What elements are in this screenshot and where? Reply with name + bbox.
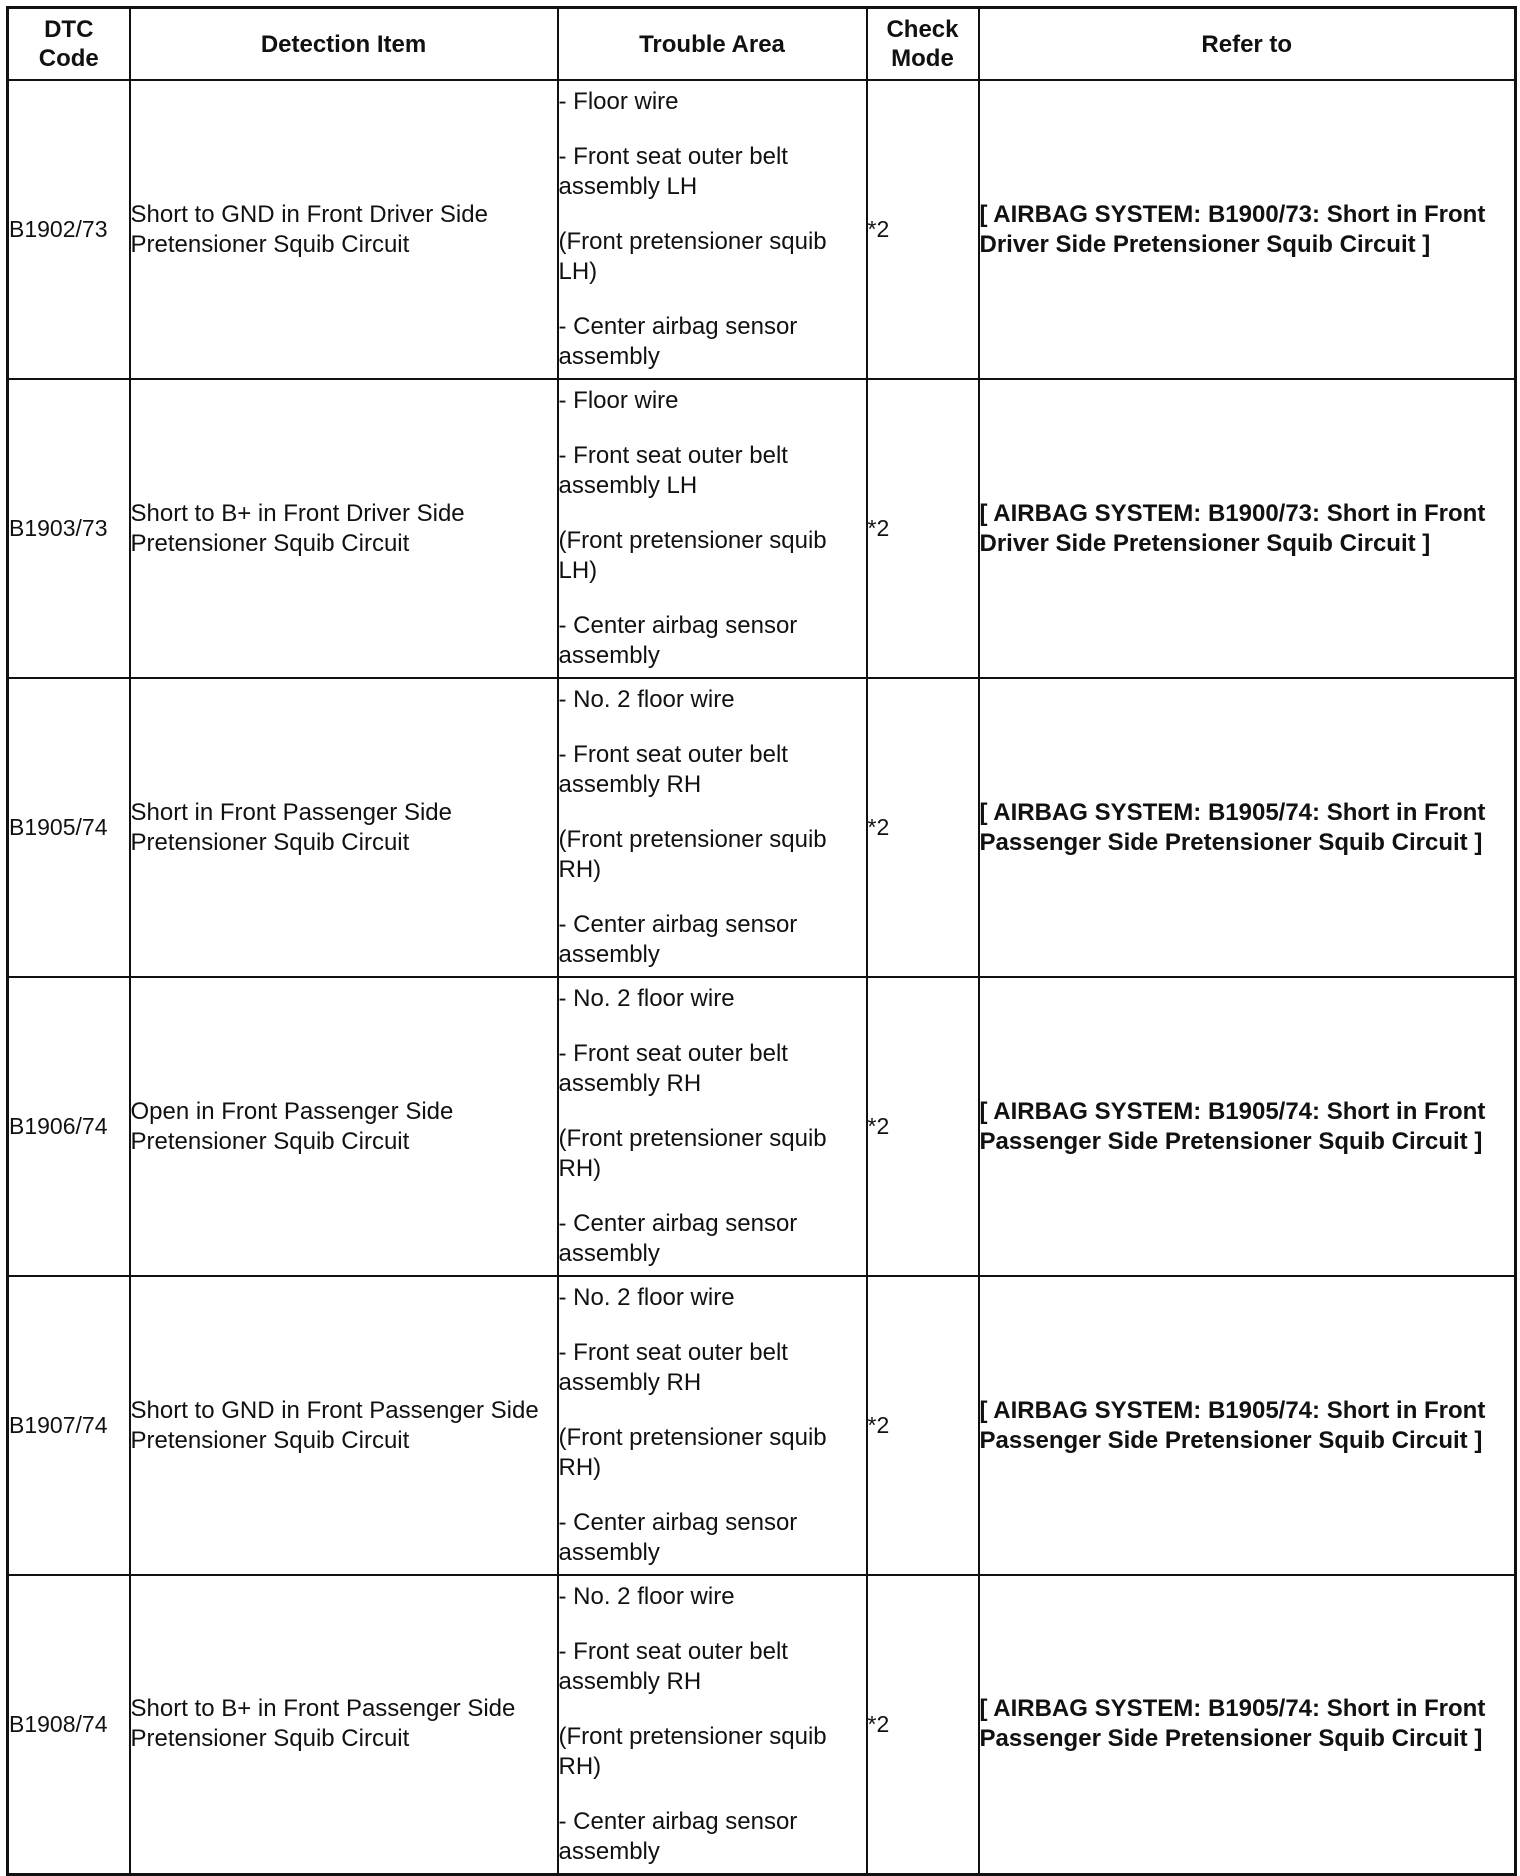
- header-refer-to: Refer to: [979, 8, 1516, 81]
- refer-to-link[interactable]: [ AIRBAG SYSTEM: B1900/73: Short in Front Driver Side Pretensioner Squib Circuit ]: [979, 379, 1516, 678]
- check-mode-cell: *2: [867, 80, 979, 379]
- trouble-area-line: - Center airbag sensor assembly: [558, 1807, 798, 1865]
- dtc-code-cell: B1903/73: [8, 379, 130, 678]
- table-row: [8, 1575, 1516, 1874]
- trouble-area-line: - No. 2 floor wire: [558, 686, 735, 713]
- trouble-area-line: - Front seat outer belt assembly LH: [558, 143, 788, 200]
- trouble-area-line: (Front pretensioner squib RH): [558, 1424, 827, 1481]
- trouble-area-cell: [558, 678, 867, 977]
- table-header: [8, 8, 1516, 81]
- refer-to-link[interactable]: [ AIRBAG SYSTEM: B1905/74: Short in Front Passenger Side Pretensioner Squib Circuit ]: [979, 977, 1516, 1276]
- trouble-area-line: (Front pretensioner squib LH): [558, 527, 827, 584]
- dtc-code-cell: B1905/74: [8, 678, 130, 977]
- trouble-area-line: - No. 2 floor wire: [558, 1582, 735, 1610]
- header-dtc-code: DTC Code: [8, 8, 130, 81]
- trouble-area-line: - Floor wire: [558, 88, 679, 115]
- refer-to-link[interactable]: [ AIRBAG SYSTEM: B1905/74: Short in Front Passenger Side Pretensioner Squib Circuit ]: [979, 678, 1516, 977]
- detection-item-cell: Open in Front Passenger Side Pretensioner Squib Circuit: [130, 977, 558, 1276]
- trouble-area-line: - Front seat outer belt assembly RH: [558, 1040, 788, 1097]
- trouble-area-cell: [558, 80, 867, 379]
- header-check-mode: Check Mode: [867, 8, 979, 81]
- trouble-area-line: - Center airbag sensor assembly: [558, 612, 798, 669]
- detection-item-cell: Short to B+ in Front Passenger Side Pretensioner Squib Circuit: [130, 1575, 558, 1874]
- trouble-area-line: - No. 2 floor wire: [558, 1284, 735, 1311]
- header-trouble-area: Trouble Area: [558, 8, 867, 81]
- trouble-area-line: - Center airbag sensor assembly: [558, 1210, 798, 1267]
- dtc-table: [6, 6, 1517, 1876]
- trouble-area-line: - Front seat outer belt assembly RH: [558, 1339, 788, 1396]
- trouble-area-line: - No. 2 floor wire: [558, 985, 735, 1012]
- trouble-area-line: (Front pretensioner squib LH): [558, 228, 827, 285]
- table-row: [8, 80, 1516, 379]
- check-mode-cell: *2: [867, 379, 979, 678]
- refer-to-link[interactable]: [ AIRBAG SYSTEM: B1905/74: Short in Front Passenger Side Pretensioner Squib Circuit ]: [979, 1276, 1516, 1575]
- detection-item-cell: Short to GND in Front Passenger Side Pretensioner Squib Circuit: [130, 1276, 558, 1575]
- header-detection-item: Detection Item: [130, 8, 558, 81]
- check-mode-cell: *2: [867, 1575, 979, 1874]
- check-mode-cell: *2: [867, 977, 979, 1276]
- table-body: [8, 80, 1516, 1874]
- trouble-area-line: - Front seat outer belt assembly LH: [558, 442, 788, 499]
- dtc-code-cell: B1902/73: [8, 80, 130, 379]
- trouble-area-cell: [558, 1575, 867, 1874]
- trouble-area-line: - Center airbag sensor assembly: [558, 911, 798, 968]
- trouble-area-line: (Front pretensioner squib RH): [558, 1722, 827, 1780]
- trouble-area-line: - Center airbag sensor assembly: [558, 1509, 798, 1566]
- table-row: [8, 379, 1516, 678]
- trouble-area-cell: [558, 1276, 867, 1575]
- check-mode-cell: *2: [867, 678, 979, 977]
- trouble-area-cell: [558, 977, 867, 1276]
- detection-item-cell: Short to GND in Front Driver Side Pretensioner Squib Circuit: [130, 80, 558, 379]
- trouble-area-line: - Front seat outer belt assembly RH: [558, 1637, 788, 1695]
- trouble-area-line: (Front pretensioner squib RH): [558, 1125, 827, 1182]
- header-row: [8, 8, 1516, 81]
- dtc-code-cell: B1908/74: [8, 1575, 130, 1874]
- dtc-code-cell: B1907/74: [8, 1276, 130, 1575]
- detection-item-cell: Short in Front Passenger Side Pretensioner Squib Circuit: [130, 678, 558, 977]
- trouble-area-line: (Front pretensioner squib RH): [558, 826, 827, 883]
- trouble-area-cell: [558, 379, 867, 678]
- table-row: [8, 977, 1516, 1276]
- dtc-code-cell: B1906/74: [8, 977, 130, 1276]
- trouble-area-line: - Floor wire: [558, 387, 679, 414]
- detection-item-cell: Short to B+ in Front Driver Side Pretensioner Squib Circuit: [130, 379, 558, 678]
- refer-to-link[interactable]: [ AIRBAG SYSTEM: B1900/73: Short in Front Driver Side Pretensioner Squib Circuit ]: [979, 80, 1516, 379]
- table-row: [8, 1276, 1516, 1575]
- trouble-area-line: - Center airbag sensor assembly: [558, 313, 798, 370]
- refer-to-link[interactable]: [ AIRBAG SYSTEM: B1905/74: Short in Front Passenger Side Pretensioner Squib Circuit ]: [979, 1575, 1516, 1874]
- trouble-area-line: - Front seat outer belt assembly RH: [558, 741, 788, 798]
- table-row: [8, 678, 1516, 977]
- check-mode-cell: *2: [867, 1276, 979, 1575]
